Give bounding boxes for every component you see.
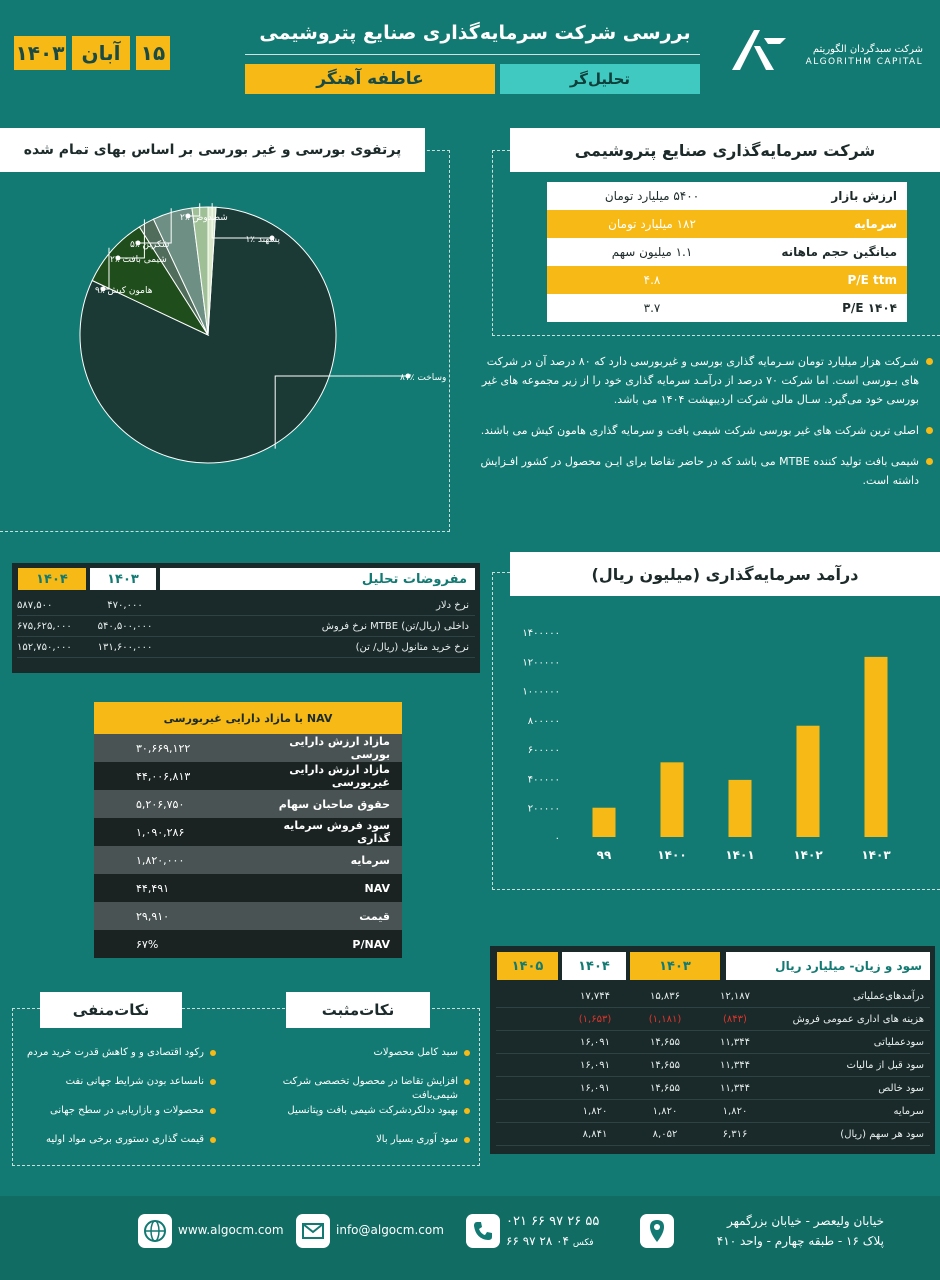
company-info-row [547,210,907,238]
nav-value: ۱,۰۹۰,۲۸۶ [136,825,185,839]
income-value: ۱۲,۱۸۷ [719,991,751,1002]
email-link[interactable]: info@algocm.com [336,1223,444,1237]
pie-label: وساخت ٪۸۱ [400,373,447,383]
income-label: سود قبل از مالیات [846,1060,924,1071]
y-tick-label: ۴۰۰۰۰۰ [527,774,560,786]
pie-label: هامون کیش ٪۹ [95,286,153,296]
income-value: (۱,۱۸۱) [648,1014,682,1025]
income-value: ۱۵,۸۳۶ [649,991,681,1002]
positive-item: بهبود ددلکردشرکت شیمی بافت وپتانسیل [240,1104,470,1133]
income-value: ۸,۰۵۲ [652,1129,678,1140]
nav-row [94,846,402,874]
x-tick-label: ۱۴۰۱ [725,848,755,862]
company-info-value: ۱۸۲ میلیارد تومان [608,217,696,231]
income-value: ۱۱,۳۴۴ [719,1037,751,1048]
revenue-bar [797,726,820,837]
income-row [496,1078,930,1100]
company-logo [730,26,788,74]
income-title: سود و زیان- میلیارد ریال [726,952,930,980]
income-row [496,986,930,1008]
negative-item: نامساعد بودن شرایط جهانی نفت [18,1075,216,1104]
assumptions-1403-value: ۱۳۱,۶۰۰,۰۰۰ [97,642,153,653]
nav-label: P/NAV [352,937,390,951]
assumptions-col-1403: ۱۴۰۳ [90,568,156,590]
date-year: ۱۴۰۳ [14,36,66,70]
assumptions-row [17,617,475,637]
assumptions-1404-value: ۵۸۷,۵۰۰ [17,600,53,611]
income-value: ۱,۸۲۰ [652,1106,678,1117]
revenue-bar [661,762,684,837]
income-value: ۶,۳۱۶ [722,1129,748,1140]
income-row [496,1101,930,1123]
income-value: (۸۴۳) [723,1014,747,1025]
nav-row [94,790,402,818]
footer [0,1196,940,1280]
income-value: ۱۴,۶۵۵ [649,1037,681,1048]
income-label: هزینه های اداری عمومی فروش [792,1014,924,1025]
assumptions-label: نرخ خرید متانول (ریال/ تن) [355,642,469,653]
income-value: ۱۱,۳۴۴ [719,1083,751,1094]
income-value: ۱۱,۳۴۴ [719,1060,751,1071]
positive-item: سبد کامل محصولات [240,1046,470,1075]
nav-label: سرمایه [350,853,390,867]
negative-title: نکات‌منفی [40,992,182,1028]
address-line-2: پلاک ۱۶ - طبقه چهارم - واحد ۴۱۰ [716,1234,884,1248]
pie-label: شیمی بافت ٪۲ [110,255,167,265]
x-tick-label: ۱۴۰۰ [657,848,687,862]
company-info-value: ۱.۱ میلیون سهم [611,245,693,259]
negative-list [18,1046,216,1162]
company-title: شرکت سرمایه‌گذاری صنایع پتروشیمی [510,128,940,172]
assumptions-1403-value: ۴۷۰,۰۰۰ [107,600,143,611]
x-tick-label: ۹۹ [596,848,612,862]
website-link[interactable]: www.algocm.com [178,1223,284,1237]
address-line-1: خیابان ولیعصر - خیابان بزرگمهر [726,1214,884,1228]
phone-icon [466,1214,500,1248]
logo-text-en: ALGORITHM CAPITAL [805,57,923,67]
assumptions-row [17,638,475,658]
nav-row [94,874,402,902]
income-value: ۸,۸۴۱ [582,1129,608,1140]
company-info-row [547,266,907,294]
income-label: سرمایه [893,1106,924,1117]
logo-text [788,44,923,67]
income-row [496,1032,930,1054]
nav-value: ۶۷% [136,937,159,951]
income-label: سودعملیاتی [873,1037,924,1048]
income-value: (۱,۶۵۳) [578,1014,612,1025]
analyst-label: تحلیل‌گر [500,64,700,94]
income-value: ۱۶,۰۹۱ [579,1060,611,1071]
income-value: ۱۴,۶۵۵ [649,1060,681,1071]
y-tick-label: ۱۰۰۰۰۰۰ [522,686,560,698]
assumptions-row [17,596,475,616]
positive-item: افزایش تقاضا در محصول تخصصی شرکت شیمی‌بافت [240,1075,470,1104]
income-col-1404: ۱۴۰۴ [562,952,626,980]
revenue-bar-chart [495,620,935,870]
nav-label: سود فروش سرمایه گذاری [283,819,390,845]
income-value: ۱۴,۶۵۵ [649,1083,681,1094]
income-label: سود خالص [878,1083,924,1094]
pie-label: شصدوص ٪۲ [180,213,228,223]
income-value: ۱۶,۰۹۱ [579,1083,611,1094]
nav-value: ۱,۸۲۰,۰۰۰ [136,853,185,867]
title-divider [245,54,700,55]
bullet-item: شـرکت هزار میلیارد تومان سـرمایه گذاری بورسی و غیربورسی دارد که ۸۰ درصد آن در شرکت های بـورسی است. اما شرکت ۷۰ درصد از درآمـد سرمایه گذاری خود را از زیر مجموعه های غیر بورسی خود می‌گیرد. سـال مالی شرکت اردیبهشت ۱۴۰۴ می باشد. [478,352,933,409]
nav-value: ۴۴,۰۰۶,۸۱۳ [136,769,191,783]
nav-label: قیمت [359,909,390,923]
income-value: ۱,۸۲۰ [722,1106,748,1117]
revenue-bar [865,657,888,837]
company-info-key: میانگین حجم ماهانه [781,245,897,259]
nav-value: ۴۴,۴۹۱ [136,881,170,895]
portfolio-title: پرتفوی بورسی و غیر بورسی بر اساس بهای تمام شده [0,128,425,172]
assumptions-label: نرخ دلار [436,600,469,611]
company-info-row [547,182,907,210]
nav-label: مازاد ارزش دارایی بورسی [289,735,390,761]
income-label: سود هر سهم (ریال) [840,1129,924,1140]
negative-item: قیمت گذاری دستوری برخی مواد اولیه [18,1133,216,1162]
income-value: ۱۶,۰۹۱ [579,1037,611,1048]
fax-number [506,1234,594,1248]
company-info-key: P/E ttm [847,273,897,287]
income-value: ۱,۸۲۰ [582,1106,608,1117]
x-tick-label: ۱۴۰۳ [861,848,891,862]
y-tick-label: ۰ [554,833,560,844]
logo-text-fa: شرکت سبدگردان الگوریتم [812,44,923,55]
assumptions-label: داخلی (ریال/تن) MTBE نرخ فروش [321,621,469,632]
globe-icon [138,1214,172,1248]
nav-row [94,902,402,930]
nav-row [94,818,402,846]
fax-label: فکس [572,1238,594,1248]
y-tick-label: ۱۴۰۰۰۰۰ [522,628,560,639]
y-tick-label: ۸۰۰۰۰۰ [527,715,560,727]
portfolio-pie-chart [0,175,450,525]
nav-value: ۵,۲۰۶,۷۵۰ [136,797,185,811]
company-info-value: ۵۴۰۰ میلیارد تومان [604,189,700,203]
income-row [496,1124,930,1146]
phone-number: ۰۲۱ ۶۶ ۹۷ ۲۶ ۵۵ [506,1214,600,1229]
y-tick-label: ۲۰۰۰۰۰ [527,803,560,815]
company-info-key: سرمایه [854,217,897,231]
income-label: درآمدهای‌عملیاتی [852,991,924,1002]
income-row [496,1009,930,1031]
y-tick-label: ۶۰۰۰۰۰ [527,745,560,757]
pie-label: پسهند ٪۱ [245,235,280,245]
revenue-title: درآمد سرمایه‌گذاری (میلیون ریال) [510,552,940,596]
y-tick-label: ۱۲۰۰۰۰۰ [522,657,560,669]
nav-row [94,762,402,790]
assumptions-col-1404: ۱۴۰۴ [18,568,86,590]
income-col-1405: ۱۴۰۵ [497,952,558,980]
assumptions-1403-value: ۵۴۰,۵۰۰,۰۰۰ [97,621,153,632]
nav-row [94,734,402,762]
nav-title: NAV با مازاد دارایی غیربورسی [94,702,402,734]
revenue-bar [593,808,616,837]
mail-icon [296,1214,330,1248]
date-day: ۱۵ [136,36,170,70]
revenue-bar [729,780,752,837]
company-info-value: ۳.۷ [643,301,661,315]
company-info-row [547,238,907,266]
nav-value: ۲۹,۹۱۰ [136,909,170,923]
income-value: ۱۷,۷۴۴ [579,991,611,1002]
logo-mark-icon [730,26,788,74]
company-info-row [547,294,907,322]
bullet-item: شیمی بافت تولید کننده MTBE می باشد که در حاضر تقاضا برای ایـن محصول در کشور افـزایش داشته است. [478,452,933,490]
assumptions-title: مفروضات تحلیل [160,568,475,590]
nav-label: حقوق صاحبان سهام [278,797,390,811]
location-icon [640,1214,674,1248]
assumptions-1404-value: ۶۷۵,۶۲۵,۰۰۰ [17,621,72,632]
nav-label: NAV [364,881,390,895]
income-row [496,1055,930,1077]
x-tick-label: ۱۴۰۲ [793,848,823,862]
bullet-item: اصلی ترین شرکت های غیر بورسی شرکت شیمی بافت و سرمایه گذاری هامون کیش می باشند. [478,421,933,440]
date-month: آبان [72,36,130,70]
negative-item: محصولات و بازاریابی در سطح جهانی [18,1104,216,1133]
negative-item: رکود اقتصادی و و کاهش قدرت خرید مردم [18,1046,216,1075]
summary-bullets [478,352,933,502]
income-col-1403: ۱۴۰۳ [630,952,720,980]
company-info-key: P/E ۱۴۰۴ [842,301,897,315]
nav-label: مازاد ارزش دارایی غیربورسی [289,763,390,789]
analyst-name: عاطفه آهنگر [245,64,495,94]
assumptions-1404-value: ۱۵۲,۷۵۰,۰۰۰ [17,642,72,653]
nav-value: ۳۰,۶۶۹,۱۲۲ [136,741,191,755]
pie-label: شکرین ٪۵ [130,240,170,250]
fax-value: ۶۶ ۹۷ ۲۸ ۰۴ [506,1234,570,1248]
company-info-key: ارزش بازار [831,189,897,203]
company-info-value: ۴.۸ [643,273,661,287]
nav-row [94,930,402,958]
page-title: بررسی شرکت سرمایه‌گذاری صنایع پتروشیمی [259,22,691,44]
positive-title: نکات‌مثبت [286,992,430,1028]
positive-list [240,1046,470,1162]
nav-table [94,702,402,960]
positive-item: سود آوری بسیار بالا [240,1133,470,1162]
